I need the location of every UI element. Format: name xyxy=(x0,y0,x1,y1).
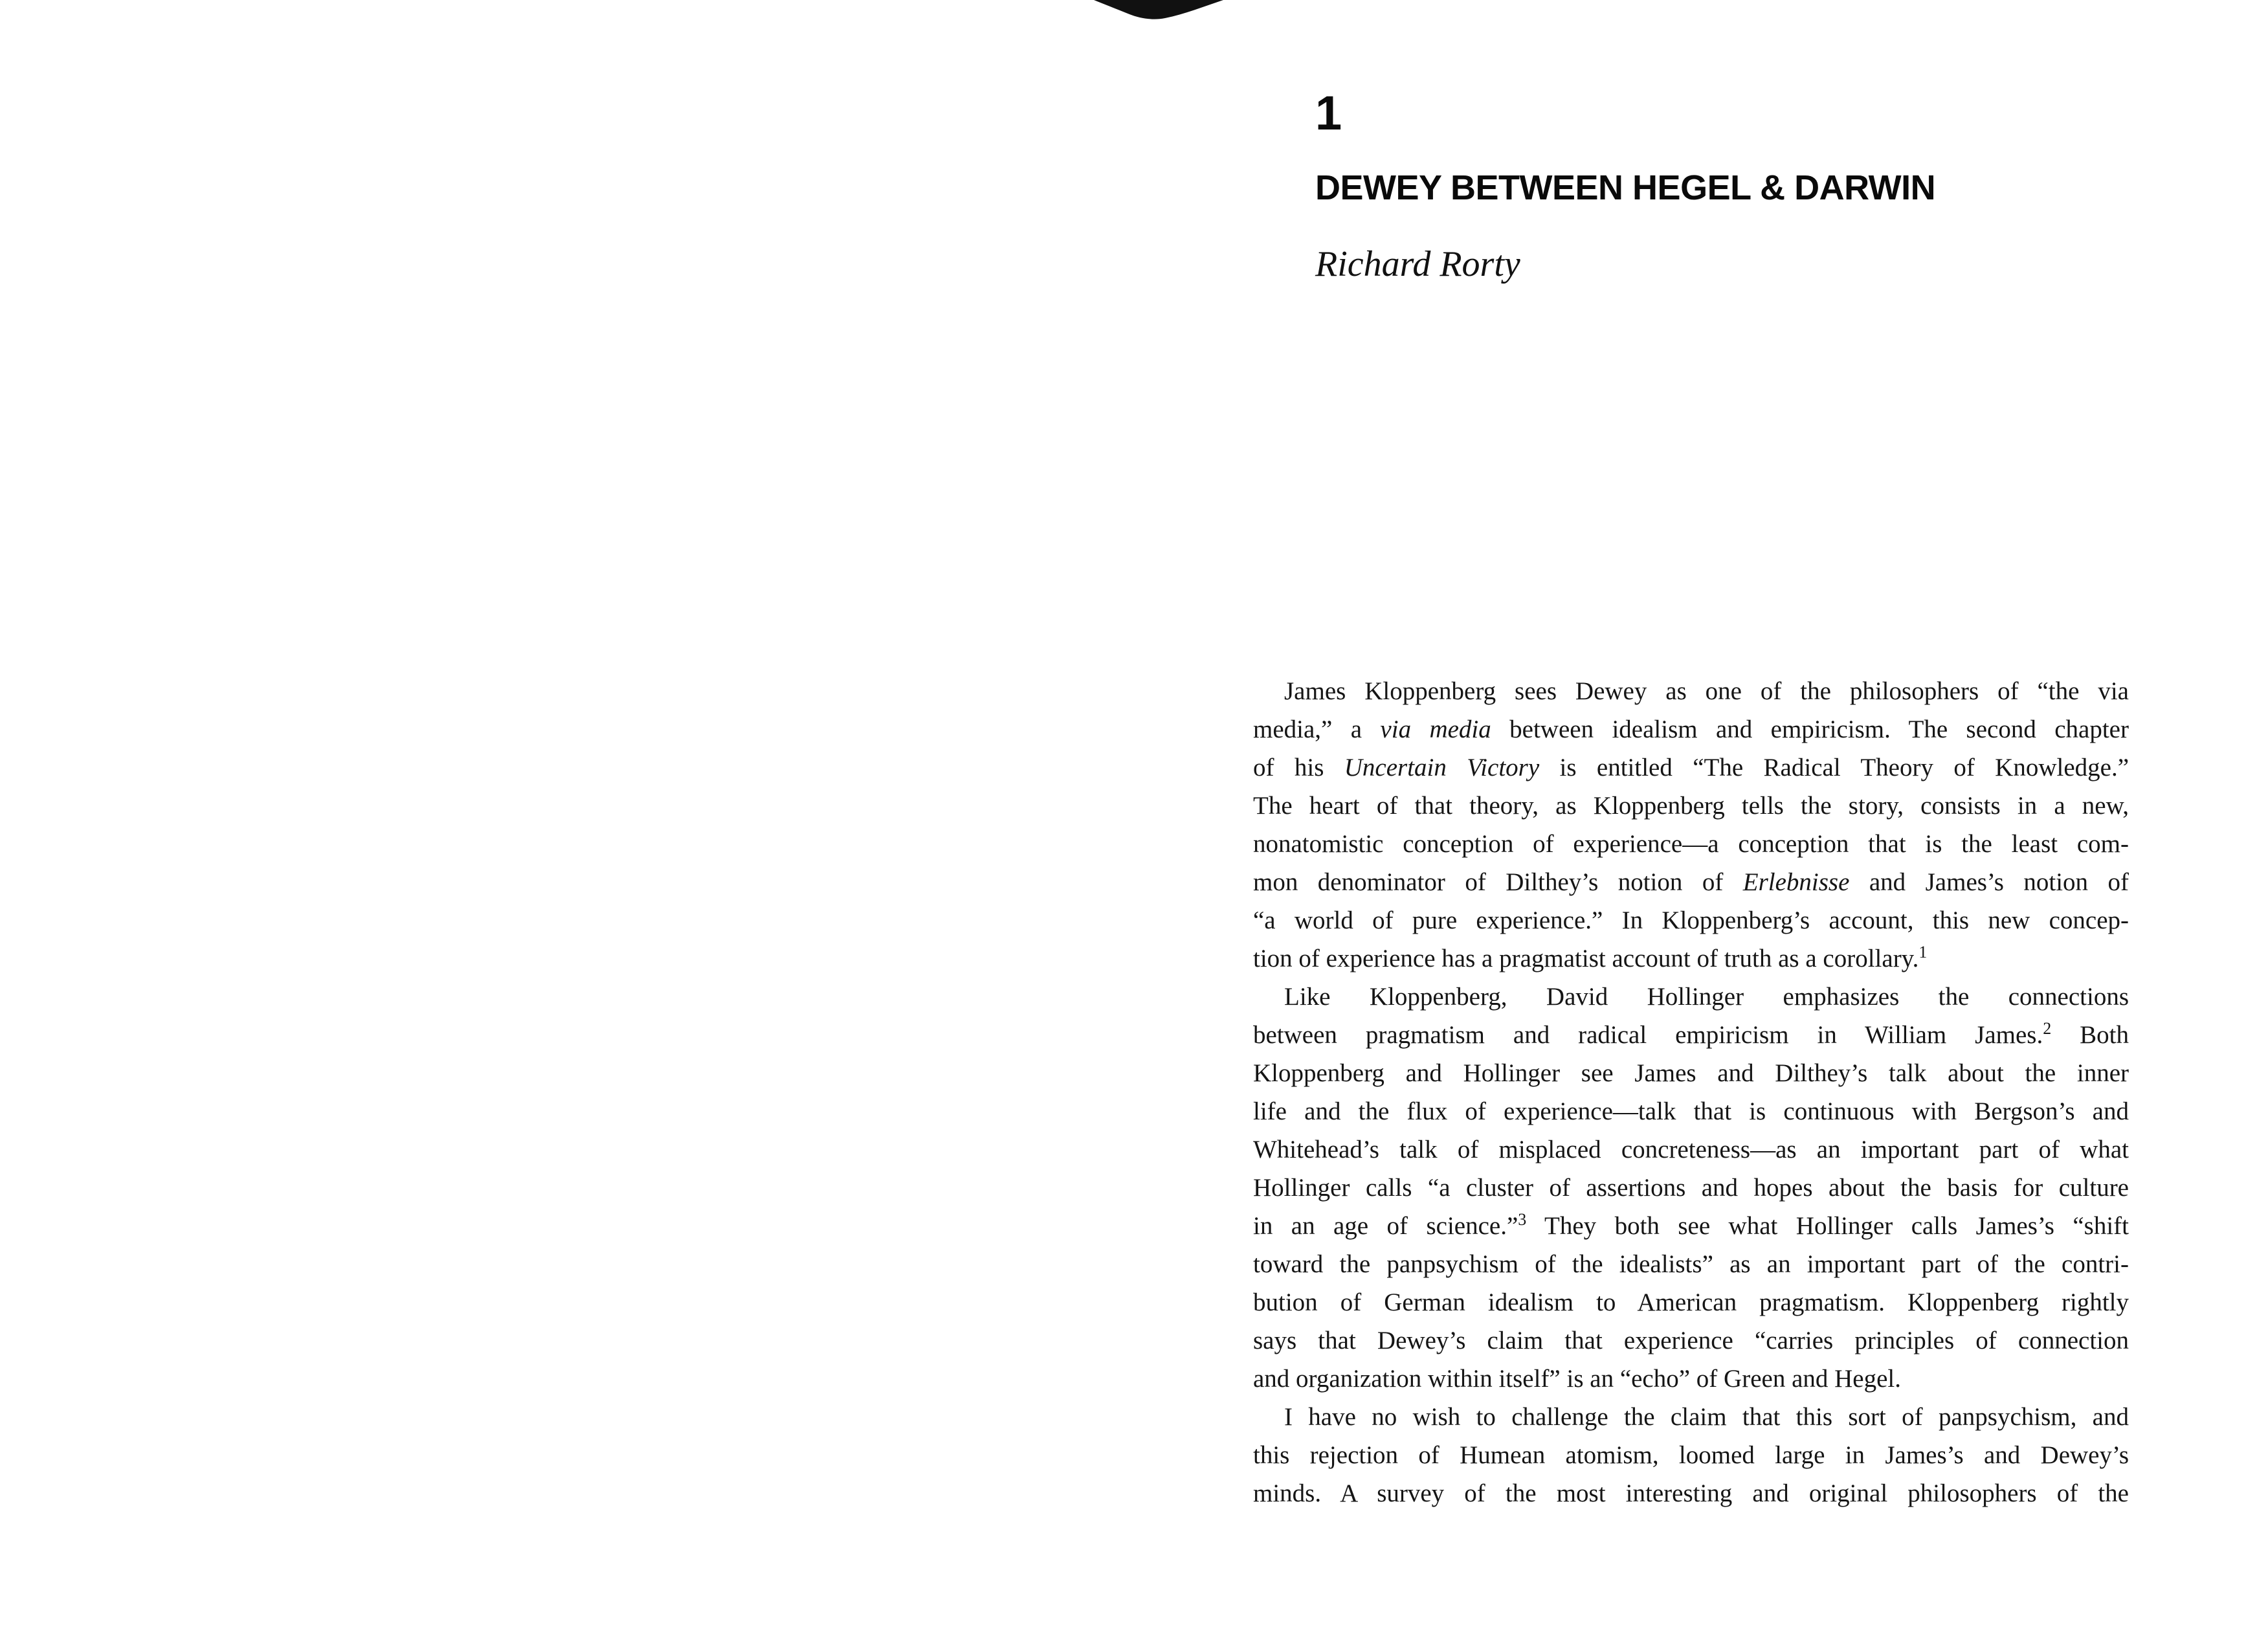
paragraph xyxy=(1253,978,2129,1398)
text-line: toward the panpsychism of the idealists” as an important part of the contri- xyxy=(1253,1250,2129,1278)
text-line: life and the flux of experience—talk that is continuous with Bergson’s and xyxy=(1253,1097,2129,1125)
text-line: bution of German idealism to American pragmatism. Kloppenberg rightly xyxy=(1253,1288,2129,1316)
text-line: nonatomistic conception of experience—a conception that is the least com- xyxy=(1253,830,2129,858)
text-line: tion of experience has a pragmatist account of truth as a corollary.$^1$ xyxy=(1253,943,1928,972)
text-line: I have no wish to challenge the claim that this sort of panpsychism, and xyxy=(1284,1403,2129,1431)
italic-title: Uncertain Victory xyxy=(1344,754,1540,781)
text-line: in an age of science.”$^3$ They both see what Hollinger calls James’s “shift xyxy=(1253,1210,2129,1240)
paragraph xyxy=(1253,672,2129,978)
text-line: Kloppenberg and Hollinger see James and Dilthey’s talk about the inner xyxy=(1253,1059,2129,1087)
italic-title: via media xyxy=(1380,715,1491,743)
text-line: mon denominator of Dilthey’s notion of Erlebnisse and James’s notion of xyxy=(1253,868,2129,896)
text-line: minds. A survey of the most interesting and original philosophers of the xyxy=(1253,1479,2129,1507)
text-line: “a world of pure experience.” In Kloppenberg’s account, this new concep- xyxy=(1253,906,2129,934)
text-line: and organization within itself” is an “echo” of Green and Hegel. xyxy=(1253,1365,1901,1393)
chapter-title: DEWEY BETWEEN HEGEL & DARWIN xyxy=(1315,168,1936,207)
text-line: James Kloppenberg sees Dewey as one of the philosophers of “the via xyxy=(1284,677,2129,705)
text-line: of his Uncertain Victory is entitled “The Radical Theory of Knowledge.” xyxy=(1253,754,2129,781)
text-line: The heart of that theory, as Kloppenberg tells the story, consists in a new, xyxy=(1253,792,2129,820)
text-line: Like Kloppenberg, David Hollinger emphasizes the connections xyxy=(1284,983,2129,1011)
text-line: says that Dewey’s claim that experience “carries principles of connection xyxy=(1253,1327,2129,1354)
chapter-number: 1 xyxy=(1315,86,1342,140)
text-line: media,” a via media between idealism and empiricism. The second chapter xyxy=(1253,715,2129,743)
footnote-marker[interactable]: 3 xyxy=(1518,1210,1527,1229)
body-text xyxy=(1253,672,2129,1512)
text-line: this rejection of Humean atomism, loomed large in James’s and Dewey’s xyxy=(1253,1441,2129,1469)
footnote-marker[interactable]: 1 xyxy=(1918,943,1928,961)
text-line: between pragmatism and radical empiricism in William James.$^2$ Both xyxy=(1253,1019,2129,1049)
chapter-author: Richard Rorty xyxy=(1315,244,1520,284)
text-line: Hollinger calls “a cluster of assertions and hopes about the basis for culture xyxy=(1253,1174,2129,1202)
footnote-marker[interactable]: 2 xyxy=(2043,1019,2052,1038)
italic-title: Erlebnisse xyxy=(1742,868,1850,896)
paragraph xyxy=(1253,1398,2129,1512)
text-line: Whitehead’s talk of misplaced concreteness—as an important part of what xyxy=(1253,1136,2129,1163)
